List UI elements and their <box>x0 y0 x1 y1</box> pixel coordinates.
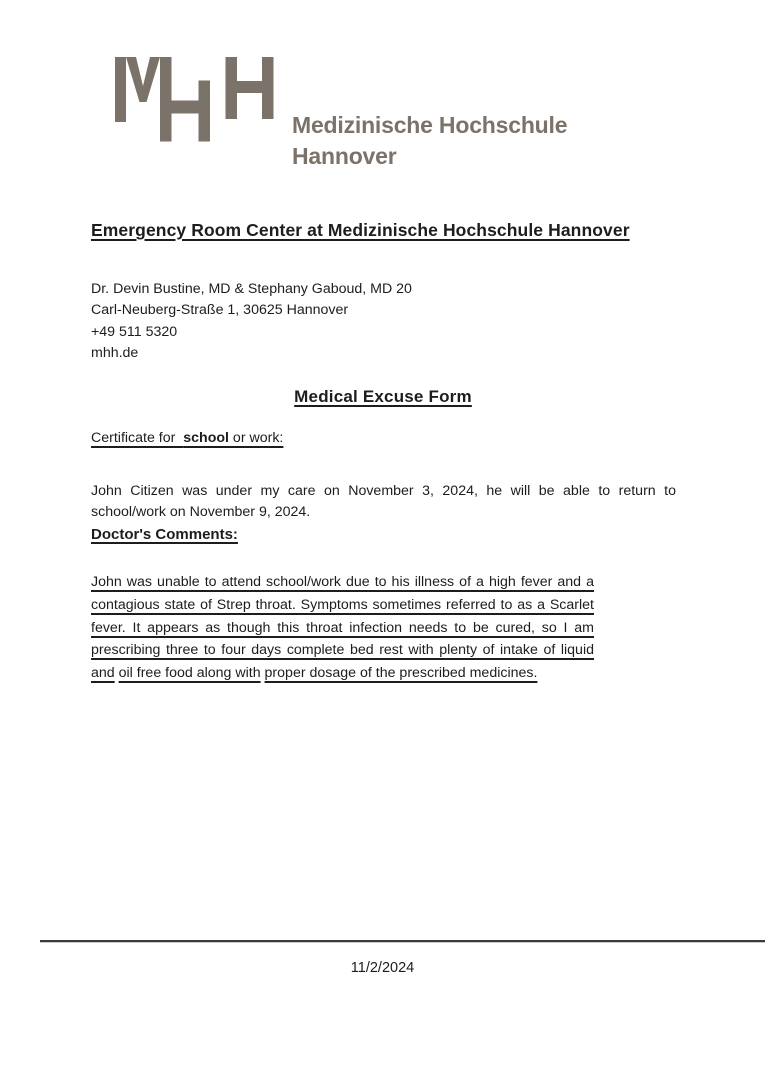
comments-segment: fever. It appears as though this throat infection needs to be cured, so I am <box>91 619 594 636</box>
form-title-row <box>91 387 675 407</box>
clinic-title: Emergency Room Center at Medizinische Hochschule Hannover <box>91 220 630 240</box>
contact-phone: +49 511 5320 <box>91 323 178 340</box>
mhh-wordmark <box>292 110 567 172</box>
certificate-line <box>91 430 283 446</box>
certificate-suffix: or work: <box>228 430 284 446</box>
comments-heading: Doctor's Comments: <box>91 526 238 543</box>
form-title: Medical Excuse Form <box>294 387 472 406</box>
contact-block <box>91 279 412 364</box>
contact-address: Carl-Neuberg-Straße 1, 30625 Hannover <box>91 302 349 319</box>
footer-date: 11/2/2024 <box>350 960 415 976</box>
wordmark-line1: Medizinische Hochschule <box>292 112 568 138</box>
contact-doctors: Dr. Devin Bustine, MD & Stephany Gaboud, MD 20 <box>91 281 412 297</box>
comments-segment: contagious state of Strep throat. Symptoms sometimes referred to as a Scarlet <box>91 596 594 613</box>
comments-segment: prescribing three to four days complete bed rest with plenty of intake of liquid and <box>91 642 594 682</box>
contact-website: mhh.de <box>91 344 139 361</box>
care-statement: John Citizen was under my care on November 3, 2024, he will be able to return to school/work on November 9, 2024. <box>91 483 676 521</box>
comments-segment: proper dosage of the prescribed medicines. <box>264 665 538 682</box>
certificate-prefix: Certificate for <box>91 430 184 446</box>
footer-divider <box>40 940 765 942</box>
comments-segment: oil free food along with <box>118 665 261 682</box>
wordmark-line2: Hannover <box>292 143 397 169</box>
certificate-type: school <box>183 430 229 446</box>
comments-segment: John was unable to attend school/work due to his illness of a high fever and a <box>91 574 594 590</box>
comments-paragraph <box>91 571 594 685</box>
mhh-logo-icon <box>113 55 275 143</box>
